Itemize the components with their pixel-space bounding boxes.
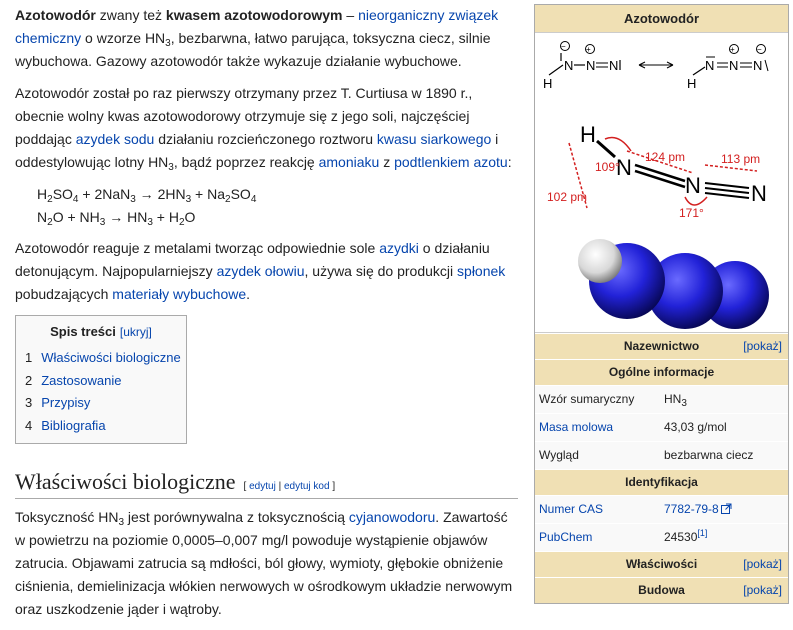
properties-show-link[interactable]: [pokaż] xyxy=(743,557,782,571)
row-cas xyxy=(535,495,788,523)
external-link-icon xyxy=(721,503,732,514)
svg-text:+: + xyxy=(730,45,735,54)
text: , używa się do produkcji xyxy=(304,263,458,279)
toc-item[interactable]: 4 Bibliografia xyxy=(25,417,106,433)
bold-term: Azotowodór xyxy=(15,7,96,23)
link-sodium-azide[interactable]: azydek sodu xyxy=(75,131,155,147)
text: – xyxy=(342,7,359,23)
svg-text:H: H xyxy=(580,122,596,147)
svg-text:N: N xyxy=(609,58,619,73)
reaction-equations xyxy=(37,183,520,229)
toc-link-bibliography[interactable]: Bibliografia xyxy=(41,417,106,433)
toc-toggle-link[interactable]: [ukryj] xyxy=(119,325,152,339)
svg-text:113 pm: 113 pm xyxy=(721,152,761,166)
link-inorganic-compound[interactable]: nieorganiczny związek chemiczny xyxy=(15,7,499,46)
link-primers[interactable]: spłonek xyxy=(457,263,506,279)
row-formula: Wzór sumaryczny $HN_3$ xyxy=(535,385,788,413)
subscript: 3 xyxy=(168,162,174,173)
link-cas-value[interactable]: 7782-79-8 xyxy=(664,502,719,516)
svg-text:N: N xyxy=(564,58,574,73)
edit-link[interactable]: edytuj xyxy=(249,481,276,492)
svg-text:124 pm: 124 pm xyxy=(645,150,686,164)
text: o działaniu detonującym. Najpopularniejszy xyxy=(15,240,490,279)
link-nitrous-oxide[interactable]: podtlenkiem azotu xyxy=(394,154,508,170)
equation-2: $N_2O + NH_3 \to HN_3 + H_2O$ xyxy=(37,209,196,228)
link-lead-azide[interactable]: azydek ołowiu xyxy=(216,263,305,279)
equation-1: $H_2SO_4 + 2NaN_3 \to 2HN_3 + Na_2SO_4$ xyxy=(37,186,257,205)
link-sulfuric-acid[interactable]: kwasu siarkowego xyxy=(376,131,492,147)
link-explosives[interactable]: materiały wybuchowe xyxy=(112,286,247,302)
text: działaniu rozcieńczonego roztworu xyxy=(154,131,377,147)
nomenclature-show-link[interactable]: [pokaż] xyxy=(743,339,782,353)
row-molar-mass: Masa molowa 43,03 g/mol xyxy=(535,413,788,441)
link-pubchem[interactable]: PubChem xyxy=(539,530,593,544)
svg-text:171°: 171° xyxy=(679,206,704,220)
toc-title: Spis treści [ukryj] xyxy=(50,324,152,339)
resonance-structures xyxy=(543,42,768,92)
link-ammonia[interactable]: amoniaku xyxy=(318,154,380,170)
text: z xyxy=(379,154,395,170)
text: zwany też xyxy=(95,7,166,23)
svg-text:−: − xyxy=(757,45,762,54)
table-of-contents xyxy=(15,315,187,444)
svg-text:+: + xyxy=(586,45,591,54)
text: , bezbarwna, łatwo parująca, toksyczna ciecz, silnie wybuchowa. Gazowy azotowodór także wykazuje działanie wybuchowe. xyxy=(15,30,491,69)
svg-text:N: N xyxy=(705,58,715,73)
svg-text:102 pm: 102 pm xyxy=(547,190,588,204)
infobox-title: Azotowodór xyxy=(535,5,788,32)
intro-paragraph-3 xyxy=(15,237,520,306)
nomenclature-header: Nazewnictwo [pokaż] xyxy=(535,333,788,359)
intro-paragraph-2 xyxy=(15,82,520,174)
geometry-diagram xyxy=(547,122,767,220)
intro-paragraph-1 xyxy=(15,4,520,73)
properties-header: Właściwości [pokaż] xyxy=(535,551,788,577)
reference-link[interactable]: [1] xyxy=(697,528,708,538)
infobox-images xyxy=(535,32,788,333)
text: pobudzających xyxy=(15,286,113,302)
subscript: 3 xyxy=(165,38,171,49)
toc-link-references[interactable]: Przypisy xyxy=(41,395,91,410)
svg-text:N: N xyxy=(616,155,632,180)
text: . xyxy=(246,286,251,302)
row-pubchem: PubChem 24530[1] xyxy=(535,523,788,551)
svg-text:N: N xyxy=(586,58,596,73)
molecule-diagrams xyxy=(535,33,788,332)
link-azides[interactable]: azydki xyxy=(379,240,419,256)
space-filling-model xyxy=(578,239,769,329)
svg-text:H: H xyxy=(543,76,553,91)
toc-link-applications[interactable]: Zastosowanie xyxy=(41,372,122,388)
text: Azotowodór został po raz pierwszy otrzymany przez T. Curtiusa w 1890 r., obecnie wolny kwas azotowodorowy otrzymuje się z jego soli, najczęściej poddając xyxy=(15,85,473,147)
section-paragraph: Toksyczność $HN_3$ jest porównywalna z toksycznością cyjanowodoru. Zawartość w powietrzu na poziomie 0,0005–0,007 mg/l powoduje wystąpienie objawów zatrucia. Objawami zatrucia są mdłości, ból głowy, wymioty, głębokie obniżenie ciśnienia, demielinizacja włókien nerwowych w ośrodkowym układzie nerwowym oraz uszkodzenie jąder i wątroby. xyxy=(15,509,513,617)
text: : xyxy=(507,154,512,170)
toc-link-biological[interactable]: Właściwości biologiczne xyxy=(41,350,181,365)
toc-item[interactable]: 3 Przypisy xyxy=(25,395,91,410)
link-hydrogen-cyanide[interactable]: cyjanowodoru xyxy=(348,509,436,525)
row-appearance: Wygląd bezbarwna ciecz xyxy=(535,441,788,469)
link-cas-number[interactable]: Numer CAS xyxy=(539,502,604,516)
text: Azotowodór reaguje z metalami tworząc odpowiednie sole xyxy=(15,240,380,256)
toc-item[interactable]: 1 Właściwości biologiczne xyxy=(25,350,181,365)
text: o wzorze HN xyxy=(81,30,166,46)
structure-show-link[interactable]: [pokaż] xyxy=(743,583,782,597)
article-content xyxy=(15,4,520,630)
text: i oddestylowując lotny HN xyxy=(15,131,499,170)
svg-text:N: N xyxy=(685,173,701,198)
section-edit-links: [ edytuj | edytuj kod ] xyxy=(243,481,336,492)
toc-item[interactable]: 2 Zastosowanie xyxy=(25,372,122,388)
svg-text:H: H xyxy=(687,76,697,91)
edit-source-link[interactable]: edytuj kod xyxy=(283,481,330,492)
identification-header: Identyfikacja xyxy=(535,469,788,495)
svg-text:109°: 109° xyxy=(595,160,620,174)
svg-text:N: N xyxy=(753,58,763,73)
infobox xyxy=(534,4,789,604)
svg-text:N: N xyxy=(729,58,739,73)
text: , bądź poprzez reakcję xyxy=(173,154,319,170)
link-molar-mass[interactable]: Masa molowa xyxy=(539,420,614,434)
bold-term: kwasem azotowodorowym xyxy=(165,7,343,23)
general-info-header: Ogólne informacje xyxy=(535,359,788,385)
svg-text:−: − xyxy=(561,42,566,51)
structure-header: Budowa [pokaż] xyxy=(535,577,788,603)
svg-text:N: N xyxy=(751,181,767,206)
section-heading: Właściwości biologiczne [ edytuj | edytuj kod ] xyxy=(15,469,518,499)
